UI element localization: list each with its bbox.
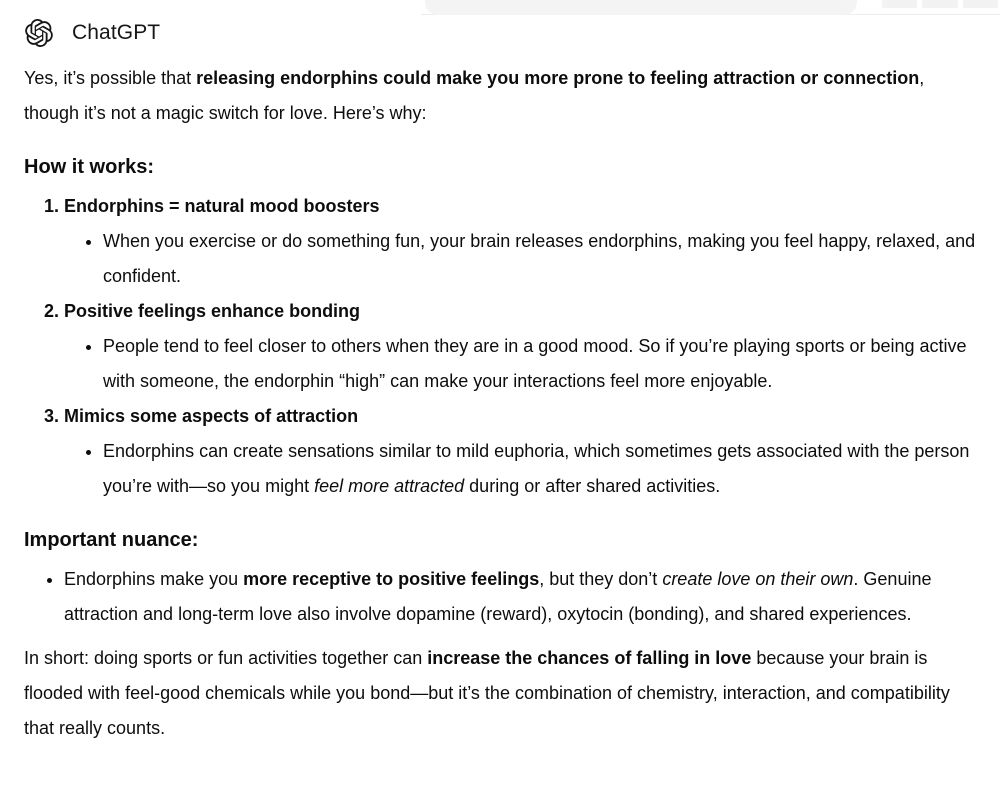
how-it-works-list: [24, 189, 976, 504]
list-item: [64, 399, 976, 504]
outro-paragraph: In short: doing sports or fun activities together can increase the chances of falling in love because your brain is flooded with feel-good chemicals while you bond—but it’s the combination of chemistry, interaction, and compatibility that really counts.: [24, 648, 950, 738]
list-item: • Endorphins make you more receptive to positive feelings, but they don’t create love on their own. Genuine attraction and long-term love also involve dopamine (reward), oxytocin (bonding), and shared experiences.: [64, 562, 976, 632]
sub-list-item: • People tend to feel closer to others when they are in a good mood. So if you’re playing sports or being active with someone, the endorphin “high” can make your interactions feel more enjoyable.: [103, 329, 976, 399]
list-item-title: 2. Positive feelings enhance bonding: [64, 301, 361, 321]
top-bar-cutoff[interactable]: [425, 0, 857, 15]
sub-list: [64, 224, 976, 294]
assistant-message: [0, 61, 1000, 746]
section-heading-how-it-works: How it works:: [24, 156, 155, 178]
sub-list-item: • Endorphins can create sensations similar to mild euphoria, which sometimes gets associated with the person you’re with—so you might feel more attracted during or after shared activities.: [103, 434, 976, 504]
openai-logo-icon: [25, 19, 53, 47]
nuance-list: [24, 562, 976, 632]
list-item: [64, 294, 976, 399]
list-item-title: 3. Mimics some aspects of attraction: [64, 406, 359, 426]
cutoff-ui-fragment: [882, 0, 998, 8]
section-heading-important-nuance: Important nuance:: [24, 529, 199, 551]
sub-list: [64, 434, 976, 504]
sub-list: [64, 329, 976, 399]
intro-paragraph: Yes, it’s possible that releasing endorphins could make you more prone to feeling attraction or connection, though it’s not a magic switch for love. Here’s why:: [24, 68, 925, 123]
list-item-title: 1. Endorphins = natural mood boosters: [64, 196, 380, 216]
app-title: ChatGPT: [72, 21, 161, 44]
list-item: [64, 189, 976, 294]
sub-list-item: • When you exercise or do something fun, your brain releases endorphins, making you feel happy, relaxed, and confident.: [103, 224, 976, 294]
